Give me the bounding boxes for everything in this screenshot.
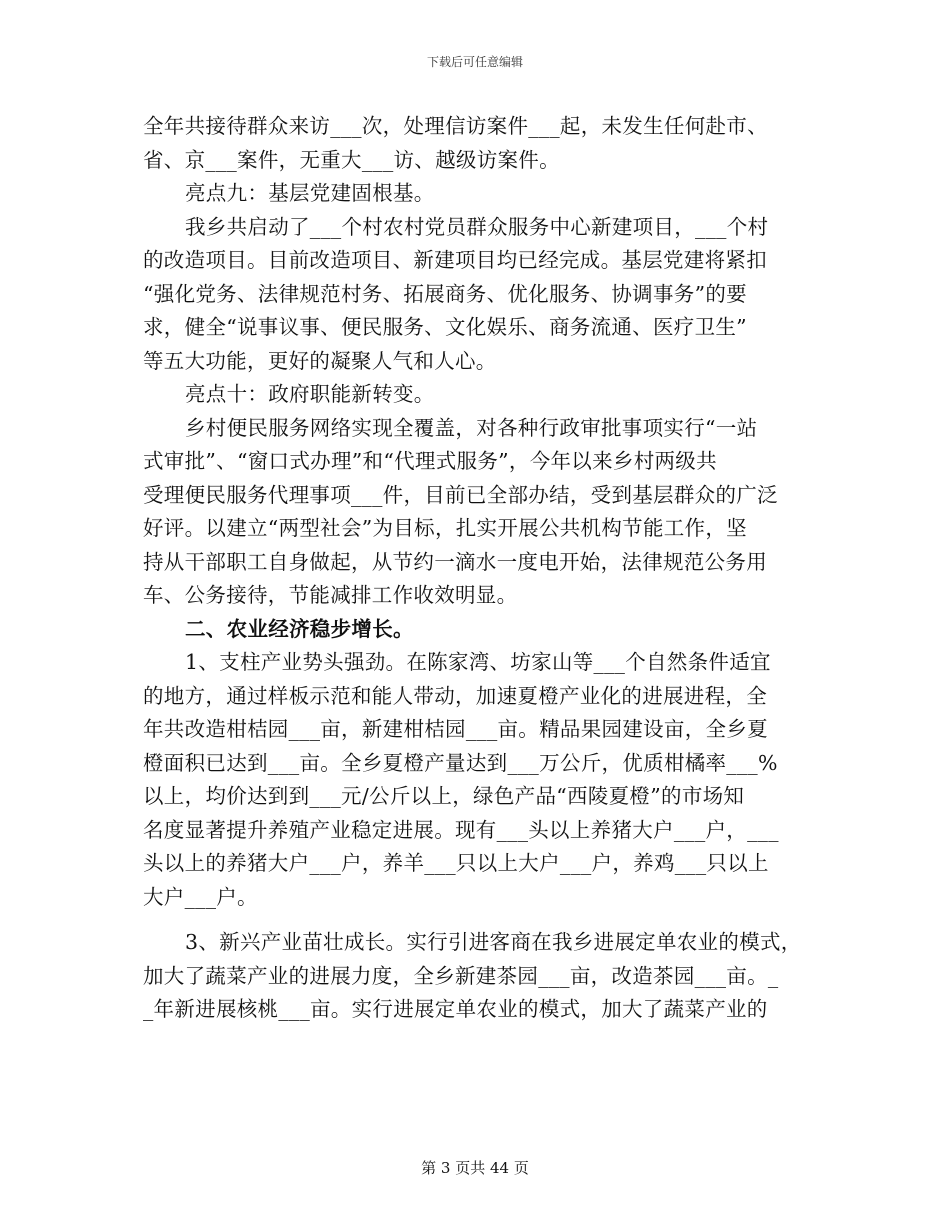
- section-heading-highlight-9: 亮点九：基层党建固根基。: [185, 181, 435, 205]
- text-line: 年共改造柑桔园___亩，新建柑桔园___亩。精品果园建设亩，全乡夏: [143, 717, 768, 741]
- text-line: 全年共接待群众来访___次，处理信访案件___起，未发生任何赴市、: [143, 114, 768, 138]
- text-line: 我乡共启动了___个村农村党员群众服务中心新建项目，___个村: [185, 214, 769, 239]
- text-line: 3、新兴产业苗壮成长。实行引进客商在我乡进展定单农业的模式，: [185, 930, 802, 954]
- text-line: 名度显著提升养殖产业稳定进展。现有___头以上养猪大户___户，___: [143, 817, 779, 842]
- text-line: 等五大功能，更好的凝聚人气和人心。: [143, 348, 497, 373]
- text-line: _年新进展核桃___亩。实行进展定单农业的模式，加大了蔬菜产业的: [143, 997, 768, 1021]
- text-line: 车、公务接待，节能减排工作收效明显。: [143, 583, 518, 607]
- text-line: 橙面积已达到___亩。全乡夏橙产量达到___万公斤，优质柑橘率___%: [143, 750, 778, 775]
- text-line: 持从干部职工自身做起，从节约一滴水一度电开始，法律规范公务用: [143, 549, 767, 574]
- text-line: 式审批”、“窗口式办理”和“代理式服务”，今年以来乡村两级共: [143, 449, 717, 473]
- text-line: 大户___户。: [143, 884, 258, 909]
- text-line: 的改造项目。目前改造项目、新建项目均已经完成。基层党建将紧扣: [143, 248, 767, 272]
- text-line: 1、支柱产业势头强劲。在陈家湾、坊家山等___个自然条件适宜: [185, 650, 771, 674]
- text-line: 乡村便民服务网络实现全覆盖，对各种行政审批事项实行“一站: [185, 415, 758, 440]
- text-line: 的地方，通过样板示范和能人带动，加速夏橙产业化的进展进程，全: [143, 683, 767, 708]
- text-line: 加大了蔬菜产业的进展力度，全乡新建茶园___亩，改造茶园___亩。_: [143, 963, 779, 988]
- text-line: 好评。以建立“两型社会”为目标，扎实开展公共机构节能工作，坚: [143, 516, 747, 540]
- text-line: 受理便民服务代理事项___件，目前已全部办结，受到基层群众的广泛: [143, 482, 778, 507]
- text-line: “强化党务、法律规范村务、拓展商务、优化服务、协调事务”的要: [143, 281, 747, 306]
- section-heading-agriculture: 二、农业经济稳步增长。: [185, 616, 414, 641]
- text-line: 省、京___案件，无重大___访、越级访案件。: [143, 147, 560, 172]
- text-line: 求，健全“说事议事、便民服务、文化娱乐、商务流通、医疗卫生”: [143, 315, 747, 339]
- page-number-footer: 第 3 页共 44 页: [421, 1159, 529, 1177]
- text-line: 头以上的养猪大户___户，养羊___只以上大户___户，养鸡___只以上: [143, 851, 769, 875]
- paragraph-gap: [143, 914, 813, 926]
- page-header-note: 下载后可任意编辑: [426, 55, 523, 69]
- text-line: 以上，均价达到到___元/公斤以上，绿色产品“西陵夏橙”的市场知: [143, 784, 745, 808]
- section-heading-highlight-10: 亮点十：政府职能新转变。: [185, 382, 435, 406]
- document-body: [143, 110, 813, 1027]
